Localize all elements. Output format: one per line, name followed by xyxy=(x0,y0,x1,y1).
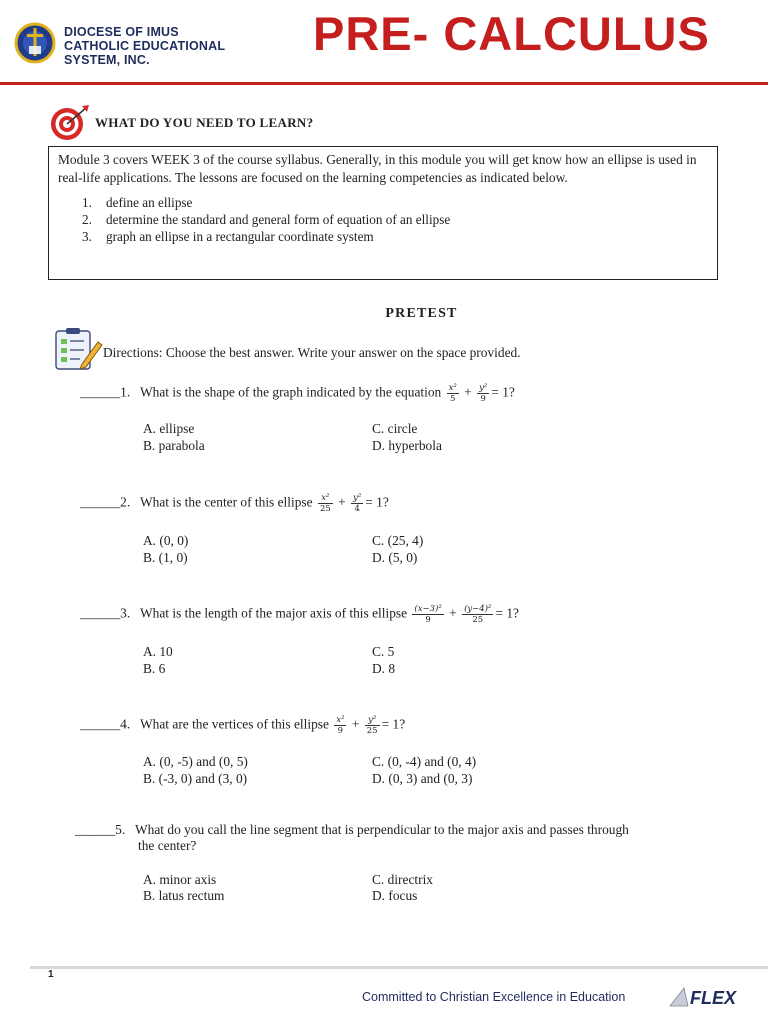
option-c: C. circle xyxy=(372,421,418,436)
option-b: B. (-3, 0) and (3, 0) xyxy=(143,771,248,786)
option-c: C. (0, -4) and (0, 4) xyxy=(372,754,477,769)
objective-item: 2. determine the standard and general form of equation of an ellipse xyxy=(82,212,451,227)
question-1: ______1. What is the shape of the graph indicated by the equation $\frac{\text{x²}}{5}$ + $\frac{\text{y²}}{9}$ = 1? xyxy=(80,383,515,404)
equation-fraction: $\frac{\text{(y−4)²}}{25}$ xyxy=(464,604,492,625)
footer-divider xyxy=(30,966,768,969)
intro-paragraph: Module 3 covers WEEK 3 of the course syllabus. Generally, in this module you will get know how an ellipse is used in real-life applications. The lessons are focused on the learning competencies as indicated below. xyxy=(58,152,697,185)
org-line-1: DIOCESE OF IMUS xyxy=(64,25,179,39)
question-2: ______2. What is the center of this ellipse $\frac{\text{x²}}{25}$ + $\frac{\text{y²}}{4}$ = 1? xyxy=(80,493,389,514)
question-4: ______4. What are the vertices of this ellipse $\frac{\text{x²}}{9}$ + $\frac{\text{y²}}{25}$ = 1? xyxy=(80,715,406,736)
option-d: D. (5, 0) xyxy=(372,550,418,565)
org-line-3: SYSTEM, INC. xyxy=(64,53,150,67)
header-divider xyxy=(0,82,768,85)
objective-item: 3. graph an ellipse in a rectangular coordinate system xyxy=(82,229,374,244)
option-b: B. latus rectum xyxy=(143,888,225,903)
flex-logo xyxy=(668,982,752,1010)
question-text: What is the center of this ellipse xyxy=(140,494,313,510)
objective-list xyxy=(58,194,710,245)
option-a: A. (0, -5) and (0, 5) xyxy=(143,754,248,769)
answer-blank: ______5. xyxy=(75,822,126,837)
directions-text: Directions: Choose the best answer. Write your answer on the space provided. xyxy=(103,345,521,360)
equation-fraction: $\frac{\text{y²}}{25}$ xyxy=(366,715,378,736)
option-d: D. hyperbola xyxy=(372,438,442,453)
question-5 xyxy=(75,822,629,838)
answer-blank: ______2. xyxy=(80,494,131,510)
option-c: C. directrix xyxy=(372,872,433,887)
answer-blank: ______3. xyxy=(80,605,131,621)
org-line-2: CATHOLIC EDUCATIONAL xyxy=(64,39,226,53)
question-text-cont: the center? xyxy=(138,838,197,853)
question-3: ______3. What is the length of the major axis of this ellipse $\frac{\text{(x−3)²}}{9}$ + $\frac{\text{(y−4)²}}{25}$ = 1? xyxy=(80,604,519,625)
answer-blank: ______4. xyxy=(80,716,131,732)
option-a: A. ellipse xyxy=(143,421,195,436)
option-d: D. focus xyxy=(372,888,418,903)
equation-fraction: $\frac{\text{x²}}{9}$ xyxy=(336,715,345,736)
option-a: A. 10 xyxy=(143,644,173,659)
equation-fraction: $\frac{\text{(x−3)²}}{9}$ xyxy=(414,604,442,625)
page-title: PRE- CALCULUS xyxy=(313,7,710,60)
equation-fraction: $\frac{\text{y²}}{9}$ xyxy=(479,383,488,404)
question-text: What is the shape of the graph indicated by the equation xyxy=(140,384,442,400)
question-text: What is the length of the major axis of this ellipse xyxy=(140,605,408,621)
learn-heading: WHAT DO YOU NEED TO LEARN? xyxy=(95,115,314,130)
equation-fraction: $\frac{\text{x²}}{25}$ xyxy=(319,493,331,514)
option-d: D. 8 xyxy=(372,661,396,676)
flex-logo-text: FLEX xyxy=(690,988,737,1008)
diocese-logo xyxy=(14,22,56,64)
target-icon xyxy=(48,104,90,142)
question-text: What are the vertices of this ellipse xyxy=(140,716,329,732)
equation-fraction: $\frac{\text{y²}}{4}$ xyxy=(353,493,362,514)
question-text: What do you call the line segment that is perpendicular to the major axis and passes through xyxy=(135,822,629,837)
option-a: A. minor axis xyxy=(143,872,217,887)
equation-fraction: $\frac{\text{x²}}{5}$ xyxy=(448,383,457,404)
pretest-heading: PRETEST xyxy=(385,306,458,321)
option-c: C. (25, 4) xyxy=(372,533,424,548)
footer-tagline: Committed to Christian Excellence in Education xyxy=(362,990,626,1004)
option-b: B. parabola xyxy=(143,438,205,453)
organization-name xyxy=(64,25,225,67)
learning-intro xyxy=(58,151,710,245)
checklist-icon xyxy=(52,326,104,372)
objective-item: 1. define an ellipse xyxy=(82,195,193,210)
option-a: A. (0, 0) xyxy=(143,533,189,548)
option-b: B. (1, 0) xyxy=(143,550,188,565)
answer-blank: ______1. xyxy=(80,384,131,400)
option-c: C. 5 xyxy=(372,644,395,659)
option-b: B. 6 xyxy=(143,661,166,676)
option-d: D. (0, 3) and (0, 3) xyxy=(372,771,473,786)
page-number: 1 xyxy=(48,969,54,980)
